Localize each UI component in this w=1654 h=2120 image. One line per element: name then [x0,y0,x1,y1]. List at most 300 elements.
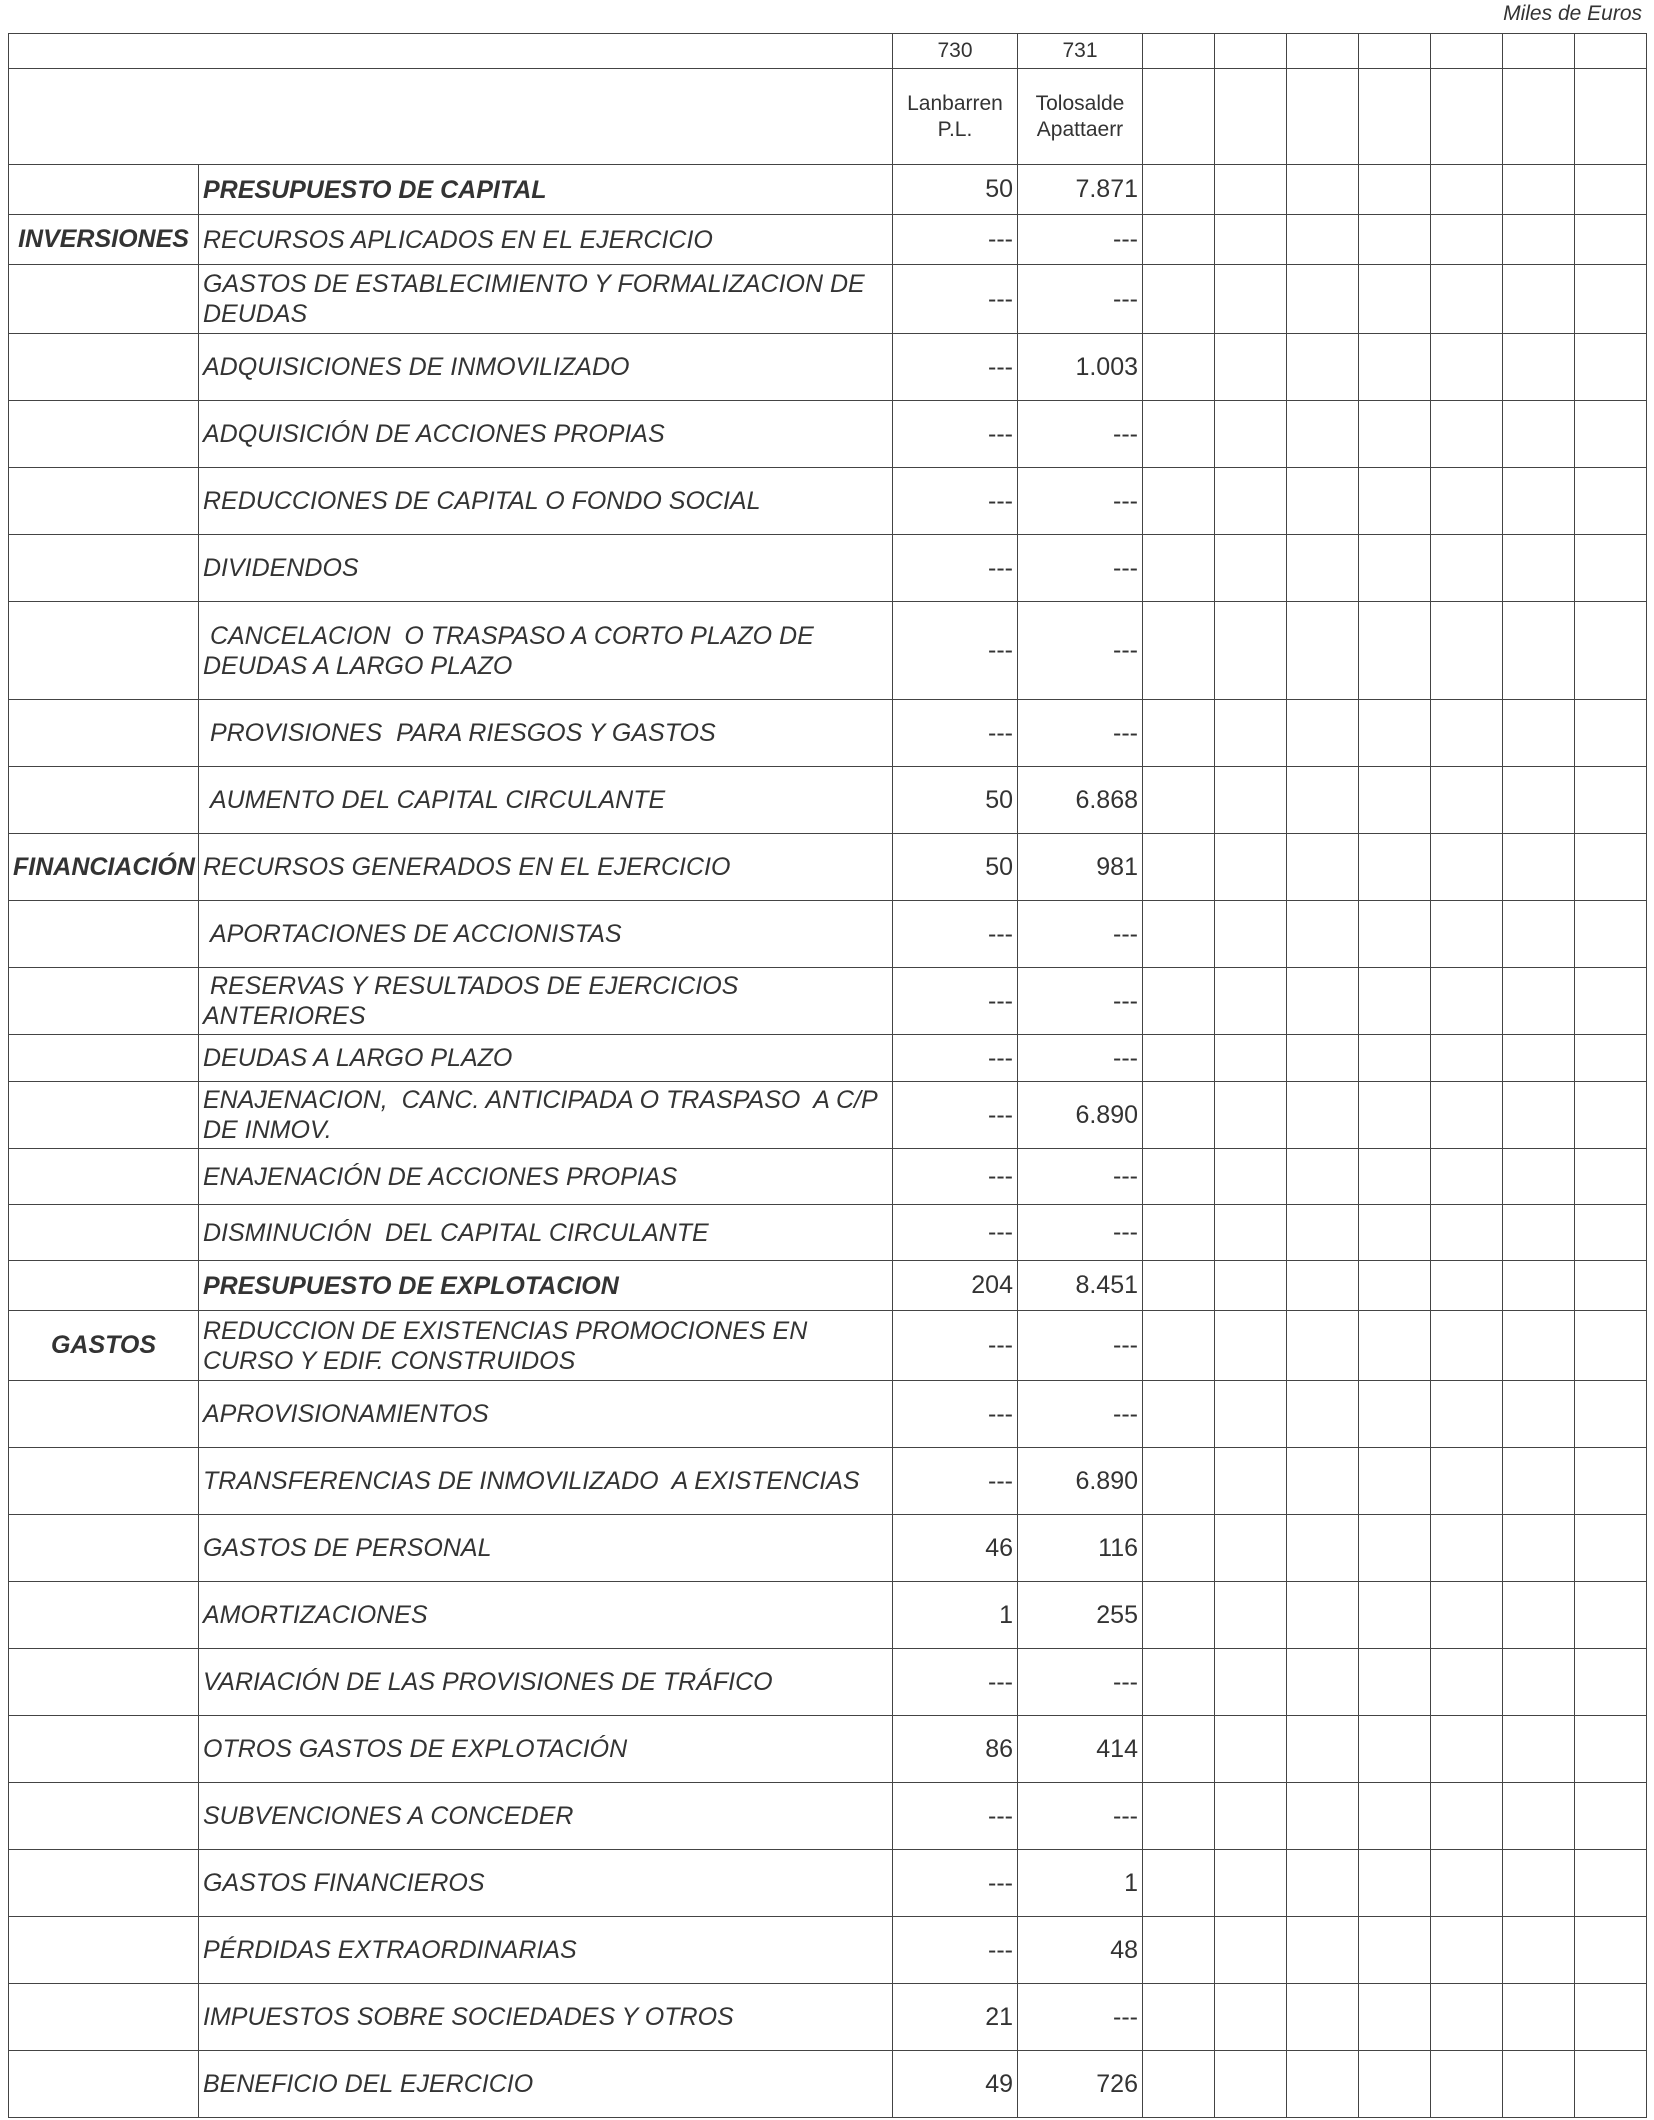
empty-cell [1143,2051,1215,2118]
empty-cell [1431,1149,1503,1205]
value-cell-730: 21 [893,1984,1018,2051]
empty-cell [1359,401,1431,468]
empty-cell [1287,1149,1359,1205]
empty-cell [1503,1515,1575,1582]
empty-cell [1575,1082,1647,1149]
empty-cell [1215,700,1287,767]
empty-cell [1287,968,1359,1035]
value-cell-730: 50 [893,767,1018,834]
empty-cell [1287,1381,1359,1448]
section-label [9,1917,199,1984]
row-label: PÉRDIDAS EXTRAORDINARIAS [199,1917,893,1984]
empty-cell [1431,215,1503,265]
empty-cell [1359,1515,1431,1582]
table-row [9,1149,1647,1205]
row-label: ADQUISICIONES DE INMOVILIZADO [199,334,893,401]
section-label [9,2051,199,2118]
empty-cell [1143,1311,1215,1381]
empty-cell [1575,1035,1647,1082]
table-row [9,535,1647,602]
empty-cell [1359,1082,1431,1149]
section-label [9,468,199,535]
empty-cell [1575,401,1647,468]
empty-cell [1287,1984,1359,2051]
empty-cell [1575,834,1647,901]
row-label: DISMINUCIÓN DEL CAPITAL CIRCULANTE [199,1205,893,1261]
empty-cell [1359,1149,1431,1205]
empty-cell [1503,901,1575,968]
empty-cell [1359,1649,1431,1716]
table-row [9,1035,1647,1082]
empty-cell [1503,767,1575,834]
section-label [9,1149,199,1205]
empty-cell [1431,1716,1503,1783]
section-label [9,901,199,968]
row-label: ADQUISICIÓN DE ACCIONES PROPIAS [199,401,893,468]
empty-cell [1143,334,1215,401]
empty-cell [1503,1311,1575,1381]
section-label [9,535,199,602]
empty-cell [1359,602,1431,700]
empty-cell [1287,401,1359,468]
empty-cell [1287,1850,1359,1917]
empty-cell [1575,1261,1647,1311]
section-label [9,1082,199,1149]
empty-cell [1215,1917,1287,1984]
empty-cell [1143,1649,1215,1716]
value-cell-730: --- [893,1205,1018,1261]
value-cell-731: --- [1018,401,1143,468]
empty-cell [1359,767,1431,834]
value-cell-730: --- [893,901,1018,968]
row-label: SUBVENCIONES A CONCEDER [199,1783,893,1850]
empty-cell [1575,1149,1647,1205]
empty-cell [1503,1850,1575,1917]
table-row [9,401,1647,468]
empty-cell [1215,1850,1287,1917]
column-code-731: 731 [1018,34,1143,69]
empty-cell [1287,334,1359,401]
empty-cell [1143,1035,1215,1082]
row-label: RECURSOS APLICADOS EN EL EJERCICIO [199,215,893,265]
empty-cell [1359,1035,1431,1082]
value-cell-730: 50 [893,165,1018,215]
empty-cell [1503,1582,1575,1649]
value-cell-731: 6.868 [1018,767,1143,834]
empty-cell [1503,1716,1575,1783]
empty-cell [1143,968,1215,1035]
value-cell-730: --- [893,968,1018,1035]
empty-cell [1215,1035,1287,1082]
empty-cell [1359,1716,1431,1783]
row-label: ENAJENACION, CANC. ANTICIPADA O TRASPASO A C/P DE INMOV. [199,1082,893,1149]
table-row [9,1381,1647,1448]
empty-cell [1431,1311,1503,1381]
empty-cell [1287,602,1359,700]
empty-cell [1431,968,1503,1035]
value-cell-730: --- [893,1149,1018,1205]
row-label: ENAJENACIÓN DE ACCIONES PROPIAS [199,1149,893,1205]
empty-cell [1359,700,1431,767]
empty-cell [1143,1448,1215,1515]
empty-cell [1431,700,1503,767]
empty-cell [1287,215,1359,265]
value-cell-731: 48 [1018,1917,1143,1984]
empty-cell [1431,767,1503,834]
empty-cell [1215,265,1287,334]
empty-cell [1575,1381,1647,1448]
table-body [9,34,1647,2118]
empty-cell [1431,602,1503,700]
empty-cell [1215,215,1287,265]
value-cell-730: --- [893,401,1018,468]
empty-cell [1287,1783,1359,1850]
value-cell-730: 50 [893,834,1018,901]
empty-cell [1215,968,1287,1035]
value-cell-731: --- [1018,215,1143,265]
empty-cell [1287,1582,1359,1649]
empty-cell [1503,968,1575,1035]
empty-cell [1359,1582,1431,1649]
header-names-row [9,69,1647,165]
empty-cell [1143,1582,1215,1649]
empty-cell [1503,165,1575,215]
empty-cell [1503,2051,1575,2118]
table-row [9,165,1647,215]
row-label: BENEFICIO DEL EJERCICIO [199,2051,893,2118]
empty-cell [1431,1783,1503,1850]
value-cell-730: --- [893,1448,1018,1515]
value-cell-730: --- [893,1035,1018,1082]
empty-cell [1215,1311,1287,1381]
empty-cell [1143,1783,1215,1850]
header-codes-row [9,34,1647,69]
table-row [9,1917,1647,1984]
empty-cell [1503,1649,1575,1716]
section-label: INVERSIONES [9,215,199,265]
section-label: GASTOS [9,1311,199,1381]
section-label [9,968,199,1035]
section-label [9,602,199,700]
value-cell-730: --- [893,1082,1018,1149]
empty-cell [1215,401,1287,468]
value-cell-730: 204 [893,1261,1018,1311]
empty-cell [1359,1850,1431,1917]
header-blank-cell [9,34,893,69]
empty-cell [1287,468,1359,535]
empty-cell [1215,767,1287,834]
empty-cell [1503,700,1575,767]
value-cell-731: 1 [1018,1850,1143,1917]
row-label: PRESUPUESTO DE EXPLOTACION [199,1261,893,1311]
table-row [9,265,1647,334]
value-cell-731: 1.003 [1018,334,1143,401]
value-cell-731: 6.890 [1018,1082,1143,1149]
empty-cell [1431,535,1503,602]
empty-cell [1503,602,1575,700]
table-row [9,1984,1647,2051]
empty-cell [1431,2051,1503,2118]
value-cell-731: --- [1018,901,1143,968]
value-cell-730: --- [893,334,1018,401]
value-cell-731: --- [1018,1205,1143,1261]
row-label: DEUDAS A LARGO PLAZO [199,1035,893,1082]
empty-cell [1287,1917,1359,1984]
empty-cell [1359,1984,1431,2051]
empty-cell [1287,1311,1359,1381]
column-code-730: 730 [893,34,1018,69]
empty-cell [1575,767,1647,834]
table-row [9,1649,1647,1716]
empty-cell [1215,1448,1287,1515]
empty-cell [1503,1035,1575,1082]
value-cell-731: 116 [1018,1515,1143,1582]
table-row [9,834,1647,901]
empty-cell [1431,1582,1503,1649]
empty-cell [1575,1582,1647,1649]
value-cell-731: --- [1018,468,1143,535]
empty-cell [1575,1917,1647,1984]
empty-cell [1575,468,1647,535]
empty-cell [1503,401,1575,468]
empty-cell [1143,767,1215,834]
header-blank-cell [9,69,893,165]
empty-cell [1143,468,1215,535]
empty-cell [1215,1082,1287,1149]
value-cell-731: --- [1018,1149,1143,1205]
empty-cell [1143,1984,1215,2051]
empty-cell [1359,535,1431,602]
table-row [9,1448,1647,1515]
value-cell-730: --- [893,535,1018,602]
empty-cell [1431,165,1503,215]
table-row [9,1261,1647,1311]
empty-cell [1215,602,1287,700]
empty-cell [1503,1261,1575,1311]
row-label: PROVISIONES PARA RIESGOS Y GASTOS [199,700,893,767]
value-cell-731: --- [1018,1381,1143,1448]
empty-cell [1575,165,1647,215]
table-row [9,468,1647,535]
empty-cell [1575,1205,1647,1261]
column-name-731: Tolosalde Apattaerr [1018,69,1143,165]
empty-cell [1503,1448,1575,1515]
empty-cell [1503,1205,1575,1261]
empty-cell [1503,215,1575,265]
empty-cell [1359,901,1431,968]
empty-cell [1359,1448,1431,1515]
empty-cell [1503,834,1575,901]
value-cell-730: --- [893,1381,1018,1448]
empty-cell [1503,265,1575,334]
section-label [9,1515,199,1582]
table-row [9,1205,1647,1261]
section-label [9,1448,199,1515]
empty-cell [1143,215,1215,265]
value-cell-731: 726 [1018,2051,1143,2118]
empty-cell [1287,767,1359,834]
value-cell-730: --- [893,700,1018,767]
table-row [9,1311,1647,1381]
value-cell-730: 86 [893,1716,1018,1783]
section-label [9,1261,199,1311]
empty-cell [1503,1082,1575,1149]
value-cell-731: 414 [1018,1716,1143,1783]
row-label: APORTACIONES DE ACCIONISTAS [199,901,893,968]
empty-cell [1143,1381,1215,1448]
row-label: CANCELACION O TRASPASO A CORTO PLAZO DE DEUDAS A LARGO PLAZO [199,602,893,700]
value-cell-731: --- [1018,265,1143,334]
empty-cell [1431,334,1503,401]
empty-cell [1575,265,1647,334]
value-cell-730: --- [893,1783,1018,1850]
empty-cell [1431,1381,1503,1448]
empty-cell [1359,165,1431,215]
value-cell-730: 1 [893,1582,1018,1649]
empty-cell [1143,1082,1215,1149]
empty-cell [1575,968,1647,1035]
row-label: GASTOS DE ESTABLECIMIENTO Y FORMALIZACION DE DEUDAS [199,265,893,334]
empty-cell [1431,1649,1503,1716]
value-cell-731: 255 [1018,1582,1143,1649]
empty-cell [1359,1783,1431,1850]
value-cell-731: 7.871 [1018,165,1143,215]
empty-cell [1143,265,1215,334]
empty-cell [1143,901,1215,968]
empty-cell [1503,1984,1575,2051]
empty-cell [1287,901,1359,968]
empty-cell [1431,468,1503,535]
value-cell-730: --- [893,468,1018,535]
row-label: VARIACIÓN DE LAS PROVISIONES DE TRÁFICO [199,1649,893,1716]
value-cell-731: 981 [1018,834,1143,901]
empty-cell [1503,1783,1575,1850]
section-label [9,1850,199,1917]
empty-cell [1215,334,1287,401]
empty-cell [1575,535,1647,602]
empty-cell [1359,2051,1431,2118]
unit-note: Miles de Euros [1503,2,1642,25]
table-row [9,1515,1647,1582]
empty-cell [1359,1261,1431,1311]
empty-cell [1359,834,1431,901]
value-cell-730: --- [893,1311,1018,1381]
row-label: REDUCCION DE EXISTENCIAS PROMOCIONES EN CURSO Y EDIF. CONSTRUIDOS [199,1311,893,1381]
empty-cell [1287,165,1359,215]
empty-cell [1431,1850,1503,1917]
empty-cell [1431,401,1503,468]
table-row [9,968,1647,1035]
empty-cell [1143,700,1215,767]
empty-cell [1503,1149,1575,1205]
empty-cell [1575,1783,1647,1850]
row-label: GASTOS DE PERSONAL [199,1515,893,1582]
empty-cell [1503,535,1575,602]
value-cell-731: --- [1018,535,1143,602]
empty-cell [1575,700,1647,767]
empty-cell [1575,215,1647,265]
empty-cell [1575,334,1647,401]
empty-cell [1215,1984,1287,2051]
empty-cell [1143,834,1215,901]
empty-cell [1215,468,1287,535]
empty-cell [1575,1649,1647,1716]
empty-cell [1143,165,1215,215]
empty-cell [1143,1515,1215,1582]
section-label [9,1381,199,1448]
table-row [9,334,1647,401]
empty-cell [1143,602,1215,700]
empty-cell [1359,1917,1431,1984]
empty-cell [1215,1381,1287,1448]
empty-cell [1287,1082,1359,1149]
section-label [9,1205,199,1261]
section-label [9,1035,199,1082]
row-label: AMORTIZACIONES [199,1582,893,1649]
table-row [9,901,1647,968]
value-cell-731: --- [1018,1984,1143,2051]
empty-cell [1215,1649,1287,1716]
value-cell-731: 6.890 [1018,1448,1143,1515]
empty-cell [1287,1448,1359,1515]
section-label [9,1649,199,1716]
empty-cell [1575,1448,1647,1515]
empty-cell [1575,602,1647,700]
empty-cell [1215,1515,1287,1582]
empty-cell [1287,1649,1359,1716]
section-label [9,165,199,215]
empty-cell [1359,215,1431,265]
empty-cell [1215,834,1287,901]
empty-cell [1215,901,1287,968]
empty-cell [1431,901,1503,968]
row-label: AUMENTO DEL CAPITAL CIRCULANTE [199,767,893,834]
empty-cell [1431,1261,1503,1311]
empty-cell [1215,1205,1287,1261]
empty-cell [1287,265,1359,334]
table-row [9,767,1647,834]
empty-cell [1359,265,1431,334]
empty-cell [1215,1582,1287,1649]
value-cell-730: 46 [893,1515,1018,1582]
empty-cell [1575,901,1647,968]
empty-cell [1431,1917,1503,1984]
value-cell-731: 8.451 [1018,1261,1143,1311]
value-cell-730: --- [893,602,1018,700]
empty-cell [1503,334,1575,401]
empty-cell [1287,1261,1359,1311]
section-label [9,700,199,767]
empty-cell [1431,1984,1503,2051]
empty-cell [1215,1261,1287,1311]
empty-cell [1503,468,1575,535]
empty-cell [1575,1716,1647,1783]
empty-cell [1503,1917,1575,1984]
value-cell-731: --- [1018,968,1143,1035]
row-label: REDUCCIONES DE CAPITAL O FONDO SOCIAL [199,468,893,535]
value-cell-731: --- [1018,1783,1143,1850]
empty-cell [1143,401,1215,468]
empty-cell [1575,1984,1647,2051]
table-row [9,2051,1647,2118]
value-cell-730: --- [893,1917,1018,1984]
section-label [9,1783,199,1850]
section-label: FINANCIACIÓN [9,834,199,901]
empty-cell [1215,1149,1287,1205]
empty-cell [1503,1381,1575,1448]
value-cell-731: --- [1018,700,1143,767]
value-cell-730: --- [893,1649,1018,1716]
